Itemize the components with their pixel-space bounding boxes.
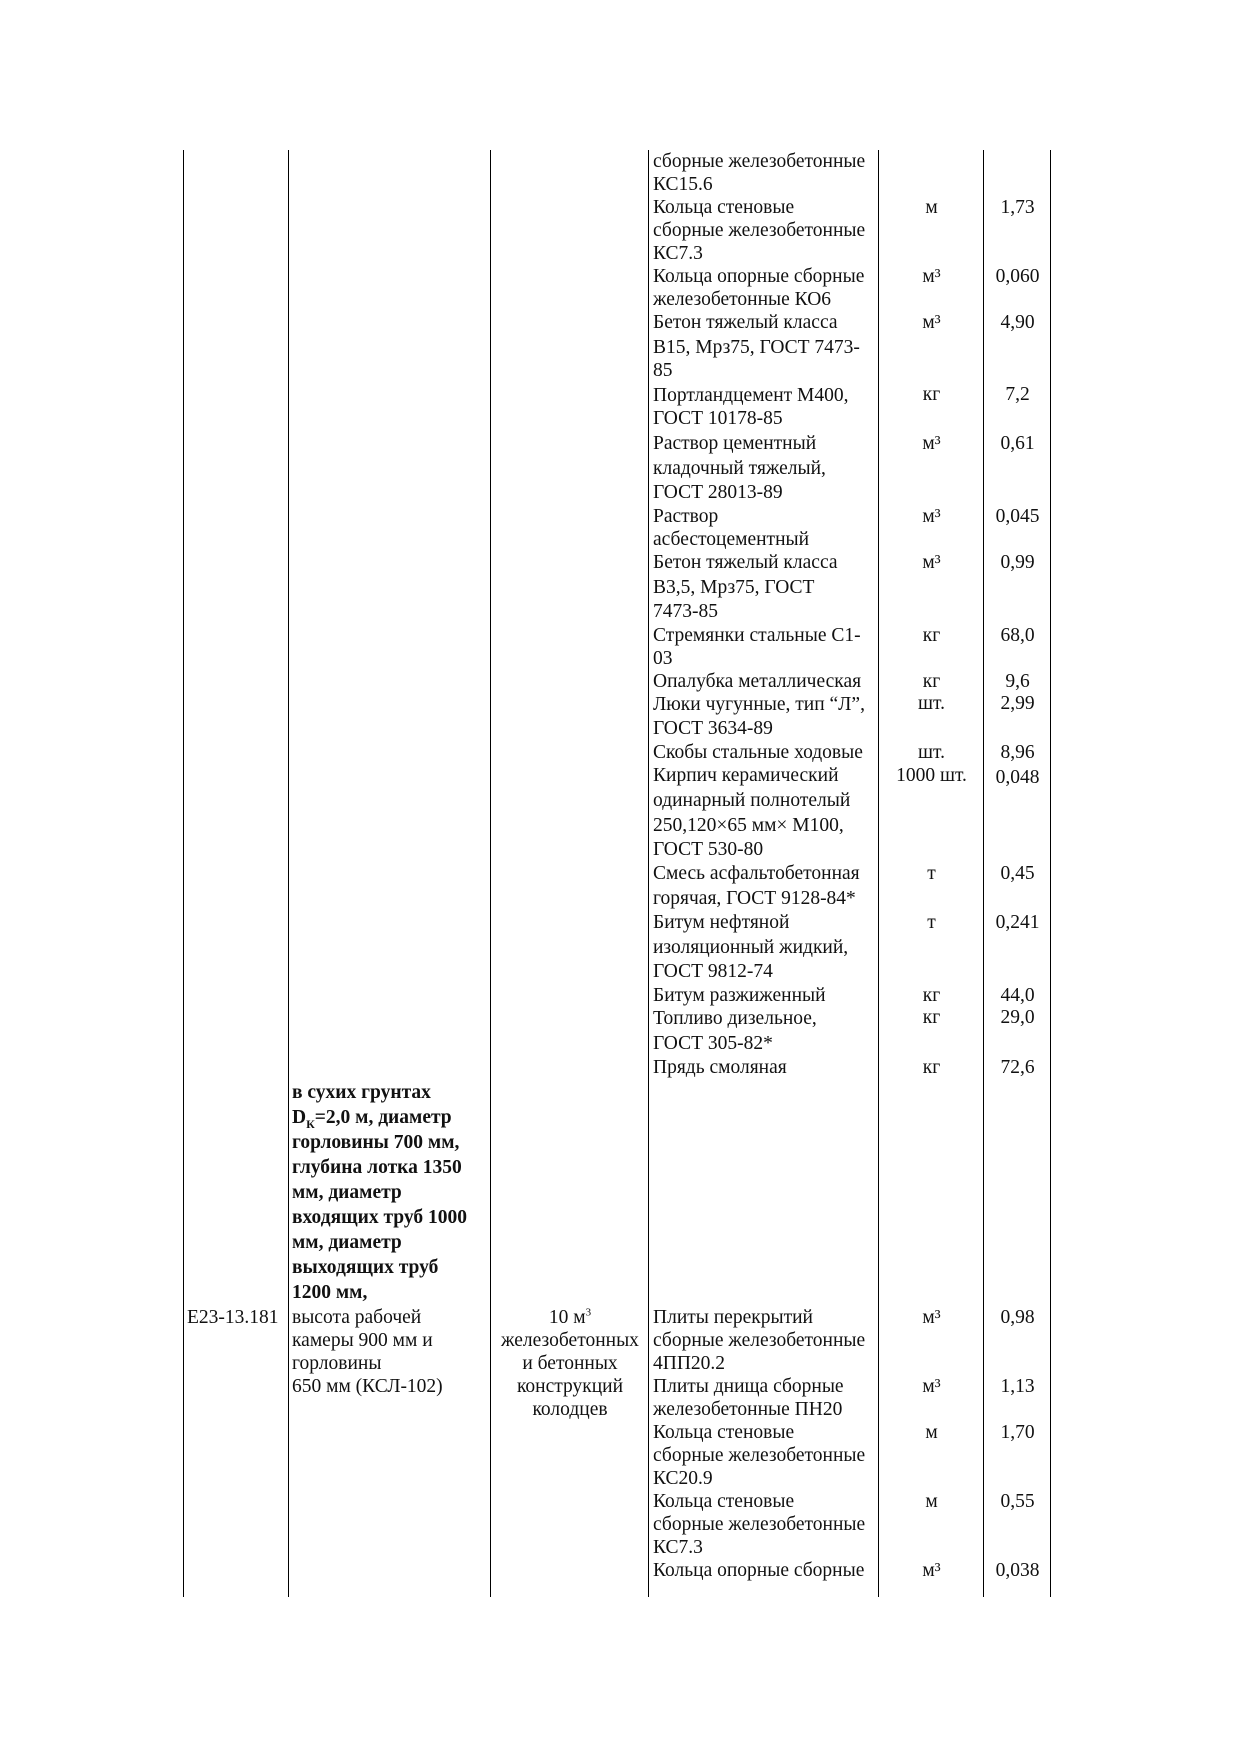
material-name: Битум нефтяной [653, 912, 790, 933]
column-border [1050, 150, 1051, 1597]
material-name: сборные железобетонные [653, 1514, 866, 1535]
work-title-line: входящих труб 1000 [292, 1207, 467, 1228]
material-unit: м³ [922, 1376, 941, 1397]
material-unit: шт. [918, 693, 945, 714]
material-value: 2,99 [1000, 693, 1035, 714]
work-title-line: =2,0 м, диаметр [314, 1107, 452, 1128]
work-title-line: мм, диаметр [292, 1232, 402, 1253]
material-name: асбестоцементный [653, 529, 810, 550]
work-title-line: выходящих труб [292, 1257, 439, 1278]
material-unit: кг [922, 1057, 941, 1078]
material-value: 44,0 [1000, 985, 1035, 1006]
material-name: КС20.9 [653, 1468, 713, 1489]
column-border [183, 150, 184, 1597]
material-name: Кирпич керамический [653, 765, 839, 786]
material-name: кладочный тяжелый, [653, 458, 826, 479]
material-name: 03 [653, 648, 673, 669]
material-unit: м [925, 1491, 938, 1512]
material-name: сборные железобетонные [653, 151, 866, 172]
column-border [648, 150, 649, 1597]
work-meter: железобетонных [501, 1330, 639, 1351]
material-unit: кг [922, 671, 941, 692]
material-name: сборные железобетонные [653, 1445, 866, 1466]
column-border [983, 150, 984, 1597]
material-name: сборные железобетонные [653, 1330, 866, 1351]
material-name: В3,5, Мрз75, ГОСТ [653, 577, 815, 598]
material-name: КС15.6 [653, 174, 713, 195]
work-title-line: 1200 мм, [292, 1282, 368, 1303]
material-value: 1,70 [1000, 1422, 1035, 1443]
material-name: ГОСТ 3634-89 [653, 718, 773, 739]
material-value: 1,13 [1000, 1376, 1035, 1397]
work-title-line: мм, диаметр [292, 1182, 402, 1203]
material-unit: м³ [922, 1560, 941, 1581]
material-name: КС7.3 [653, 1537, 703, 1558]
material-name: Опалубка металлическая [653, 671, 862, 692]
work-title-line: горловины 700 мм, [292, 1132, 460, 1153]
material-unit: м³ [922, 433, 941, 454]
material-value: 72,6 [1000, 1057, 1035, 1078]
work-meter-text: 10 м [548, 1307, 586, 1328]
material-name: Плиты перекрытий [653, 1307, 813, 1328]
material-value: 0,98 [1000, 1307, 1035, 1328]
material-name: Портландцемент М400, [653, 385, 849, 406]
column-border [878, 150, 879, 1597]
material-name: изоляционный жидкий, [653, 937, 849, 958]
material-name: 250,120×65 мм× М100, [653, 815, 844, 836]
material-name: Бетон тяжелый класса [653, 312, 838, 333]
material-name: железобетонные ПН20 [653, 1399, 843, 1420]
material-value: 4,90 [1000, 312, 1035, 333]
material-value: 0,060 [995, 266, 1040, 287]
material-name: Кольца стеновые [653, 1491, 795, 1512]
material-name: горячая, ГОСТ 9128-84* [653, 888, 856, 909]
material-value: 0,048 [995, 767, 1040, 788]
material-value: 0,45 [1000, 863, 1035, 884]
material-value: 0,241 [995, 912, 1040, 933]
work-meter-superscript: 3 [585, 1306, 592, 1319]
material-name: Смесь асфальтобетонная [653, 863, 860, 884]
work-title-line: горловины [292, 1353, 382, 1374]
material-value: 0,045 [995, 506, 1040, 527]
material-value: 29,0 [1000, 1007, 1035, 1028]
material-name: 4ПП20.2 [653, 1353, 726, 1374]
material-name: железобетонные КО6 [653, 289, 832, 310]
material-name: Прядь смоляная [653, 1057, 787, 1078]
work-title-line: камеры 900 мм и [292, 1330, 433, 1351]
material-unit: т [927, 863, 936, 884]
material-name: Бетон тяжелый класса [653, 552, 838, 573]
material-unit: м³ [922, 266, 941, 287]
material-name: Кольца опорные сборные [653, 1560, 865, 1581]
column-border [490, 150, 491, 1597]
work-title-line [292, 1106, 452, 1129]
material-unit: кг [922, 1007, 941, 1028]
material-unit: кг [922, 384, 941, 405]
material-name: 7473-85 [653, 601, 718, 622]
material-name: В15, Мрз75, ГОСТ 7473- [653, 337, 860, 358]
work-meter [492, 1306, 648, 1329]
material-unit: т [927, 912, 936, 933]
material-value: 0,61 [1000, 433, 1035, 454]
material-value: 9,6 [1005, 671, 1030, 692]
material-name: сборные железобетонные [653, 220, 866, 241]
work-title-line: глубина лотка 1350 [292, 1157, 462, 1178]
material-name: КС7.3 [653, 243, 703, 264]
material-unit: м³ [922, 506, 941, 527]
material-unit: кг [922, 985, 941, 1006]
material-value: 0,038 [995, 1560, 1040, 1581]
work-meter: конструкций [516, 1376, 624, 1397]
material-unit: м [925, 197, 938, 218]
material-name: Топливо дизельное, [653, 1008, 817, 1029]
material-name: Скобы стальные ходовые [653, 742, 863, 763]
material-unit: м³ [922, 552, 941, 573]
material-unit: м³ [922, 1307, 941, 1328]
material-name: ГОСТ 28013-89 [653, 482, 783, 503]
material-name: Плиты днища сборные [653, 1376, 844, 1397]
material-value: 0,99 [1000, 552, 1035, 573]
material-name: Кольца опорные сборные [653, 266, 865, 287]
material-name: Кольца стеновые [653, 1422, 795, 1443]
material-name: Кольца стеновые [653, 197, 795, 218]
material-name: 85 [653, 360, 673, 381]
material-value: 1,73 [1000, 197, 1035, 218]
material-value: 68,0 [1000, 625, 1035, 646]
work-title-line: высота рабочей [292, 1307, 422, 1328]
work-meter: колодцев [532, 1399, 608, 1420]
work-code: Е23-13.181 [187, 1307, 279, 1328]
material-name: ГОСТ 9812-74 [653, 961, 773, 982]
work-title-line: D [292, 1107, 307, 1128]
material-name: ГОСТ 10178-85 [653, 408, 783, 429]
column-border [288, 150, 289, 1597]
material-value: 0,55 [1000, 1491, 1035, 1512]
material-unit: шт. [918, 742, 945, 763]
material-name: Стремянки стальные С1- [653, 625, 861, 646]
material-name: Люки чугунные, тип “Л”, [653, 694, 865, 715]
material-name: Раствор цементный [653, 433, 817, 454]
material-unit: м³ [922, 312, 941, 333]
material-name: одинарный полнотелый [653, 790, 851, 811]
material-name: ГОСТ 530-80 [653, 839, 764, 860]
material-value: 7,2 [1005, 384, 1030, 405]
work-title-line: 650 мм (КСЛ-102) [292, 1376, 443, 1397]
work-title-subscript: К [306, 1116, 315, 1131]
material-unit: кг [922, 625, 941, 646]
material-value: 8,96 [1000, 742, 1035, 763]
material-name: ГОСТ 305-82* [653, 1033, 773, 1054]
material-unit: 1000 шт. [896, 765, 967, 786]
work-meter: и бетонных [522, 1353, 618, 1374]
material-unit: м [925, 1422, 938, 1443]
material-name: Раствор [653, 506, 719, 527]
material-name: Битум разжиженный [653, 985, 826, 1006]
work-title-line: в сухих грунтах [292, 1082, 431, 1103]
